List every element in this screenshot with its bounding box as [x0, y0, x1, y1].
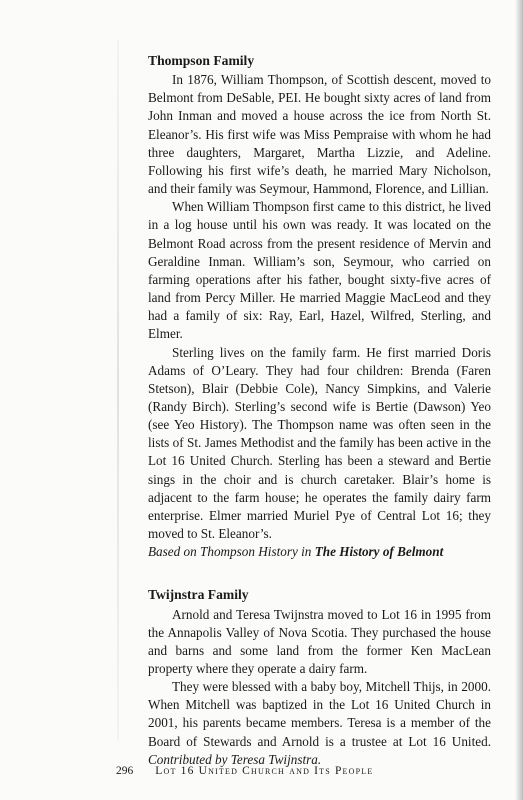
- binding-gutter-shadow: [117, 40, 119, 740]
- twijnstra-family-section: [148, 586, 491, 769]
- paragraph: Arnold and Teresa Twijnstra moved to Lot 16 in 1995 from the Annapolis Valley of Nova Scotia. They purchased the house and barns and some land from the former Ken MacLean property where they operate a dairy farm.: [148, 606, 491, 676]
- source-prefix: Based on Thompson History in: [148, 544, 315, 560]
- page-footer: [116, 765, 496, 777]
- thompson-family-section: [148, 52, 491, 561]
- page-edge-shadow: [515, 0, 523, 800]
- contributor-credit: Contributed by Teresa Twijnstra.: [148, 751, 322, 767]
- section-heading-thompson: Thompson Family: [148, 53, 255, 68]
- paragraph: Sterling lives on the family farm. He first married Doris Adams of O’Leary. They had four children: Brenda (Faren Stetson), Blair (Debbie Cole), Nancy Simpkins, and Valerie (Randy Birch). Sterling’s second wife is Bertie (Dawson) Yeo (see Yeo History). The Thompson name was often seen in the lists of St. James Methodist and the family has been active in the Lot 16 United Church. Sterling has been a steward and Bertie sings in the choir and is church caretaker. Blair’s home is adjacent to the farm house; he operates the family dairy farm enterprise. Elmer married Muriel Pye of Central Lot 16; they moved to St. Eleanor’s.: [148, 344, 491, 542]
- page-number: 296: [116, 765, 134, 777]
- running-title: Lot 16 United Church and Its People: [155, 765, 374, 777]
- source-title: The History of Belmont: [314, 544, 444, 560]
- paragraph: In 1876, William Thompson, of Scottish descent, moved to Belmont from DeSable, PEI. He bought sixty acres of land from John Inman and moved a house across the ice from North St. Eleanor’s. His first wife was Miss Pempraise with whom he had three daughters, Margaret, Martha Lizzie, and Adeline. Following his first wife’s death, he married Mary Nicholson, and their family was Seymour, Hammond, Florence, and Lillian.: [148, 72, 491, 197]
- source-citation: [148, 543, 491, 561]
- section-heading-twijnstra: Twijnstra Family: [148, 587, 249, 603]
- page-body: [148, 52, 491, 769]
- paragraph-with-contributor: [148, 678, 491, 769]
- paragraph-text: They were blessed with a baby boy, Mitchell Thijs, in 2000. When Mitchell was baptized in the Lot 16 United Church in 2001, his parents became members. Teresa is a member of the Board of Stewards and Arnold is a trustee at Lot 16 United.: [148, 679, 491, 749]
- section-spacer: [148, 561, 491, 586]
- paragraph: When William Thompson first came to this district, he lived in a log house until his own was ready. It was located on the Belmont Road across from the present residence of Mervin and Geraldine Inman. William’s son, Seymour, who carried on farming operations after his father, bought sixty-five acres of land from Percy Miller. He married Maggie MacLeod and they had a family of six: Ray, Earl, Hazel, Wilfred, Sterling, and Elmer.: [148, 199, 491, 342]
